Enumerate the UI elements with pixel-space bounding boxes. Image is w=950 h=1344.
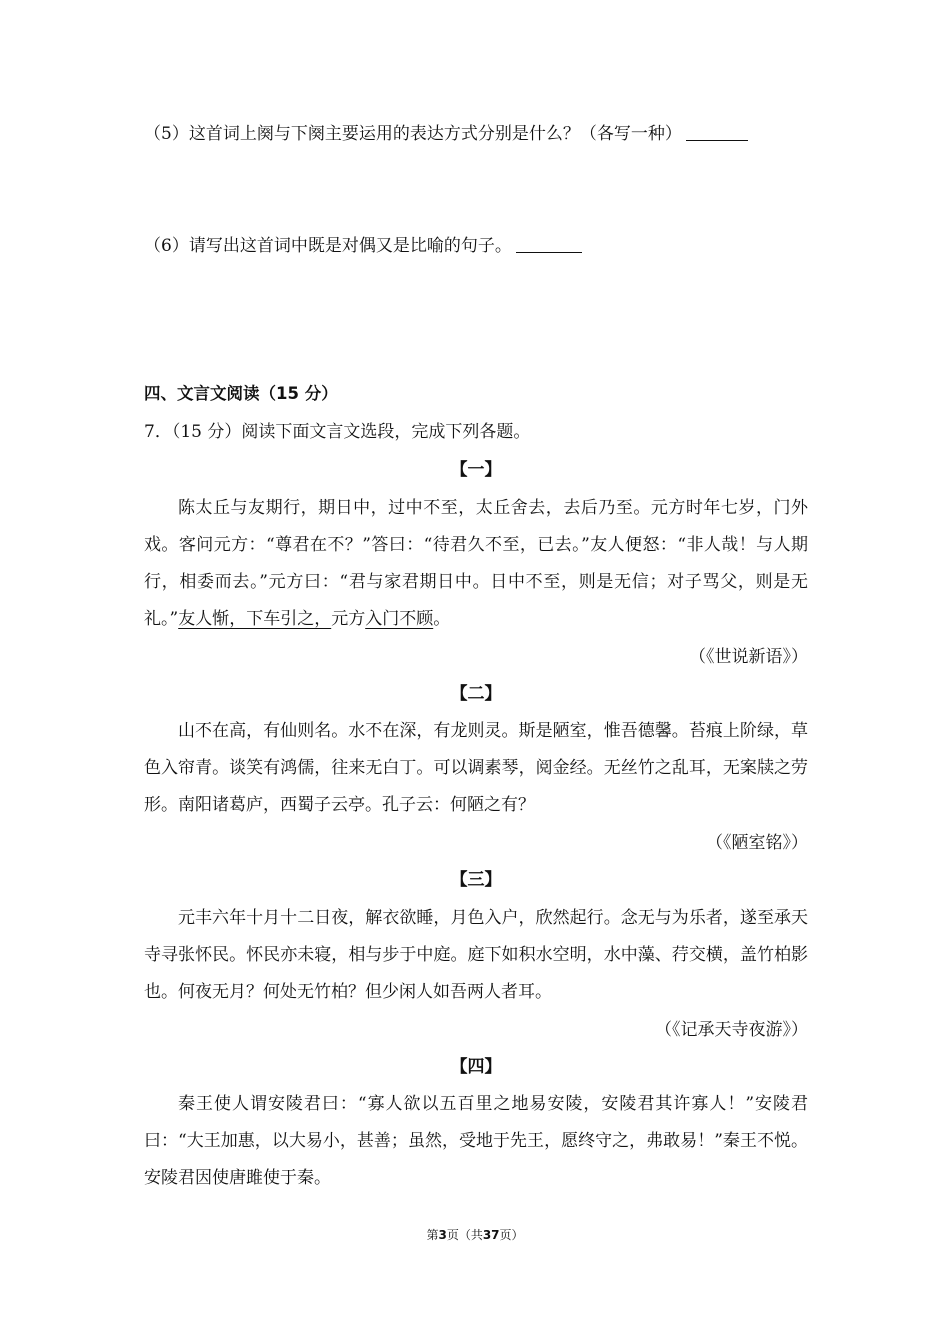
passage-3-text: 元丰六年十月十二日夜，解衣欲睡，月色入户，欣然起行。念无与为乐者，遂至承天寺寻张怀民。怀民亦未寝，相与步于中庭。庭下如积水空明，水中藻、荇交横，盖竹柏影也。何夜无月？何处无竹柏？但少闲人如吾两人者耳。	[144, 908, 808, 1002]
question-5-text: （5）这首词上阕与下阕主要运用的表达方式分别是什么？（各写一种）	[144, 124, 682, 144]
answer-blank-6[interactable]	[516, 236, 582, 253]
passage-1-text-before: 陈太丘与友期行，期日中，过中不至，太丘舍去，去后乃至。元方时年七岁，门外戏。客问元方：“尊君在不？”答曰：“待君久不至，已去。”友人便怒：“非人哉！与人期行，相委而去。”元方曰：“君与家君期日中。日中不至，则是无信；对子骂父，则是无礼。”	[144, 498, 808, 629]
passage-1-text-middle: 元方	[331, 609, 366, 629]
page-footer	[0, 1227, 950, 1243]
footer-suffix: 页）	[499, 1228, 524, 1242]
passage-1-heading: 【一】	[450, 460, 502, 480]
question-7-prompt: 7．（15 分）阅读下面文言文选段，完成下列各题。	[144, 422, 531, 442]
footer-middle: 页（共	[446, 1228, 483, 1242]
passage-1-underline-2: 入门不顾	[365, 609, 434, 629]
footer-page-number: 3	[438, 1228, 447, 1242]
passage-2-source: （《陋室铭》）	[706, 833, 808, 853]
passage-3-source: （《记承天寺夜游》）	[655, 1020, 808, 1040]
question-6	[144, 234, 808, 258]
section-title: 四、文言文阅读（15 分）	[144, 384, 338, 403]
passage-1-text-after: 。	[433, 609, 451, 629]
passage-1-underline-1: 友人惭，下车引之，	[178, 609, 332, 629]
passage-2-heading: 【二】	[450, 684, 502, 704]
answer-blank-5[interactable]	[686, 124, 748, 141]
passage-1-source: （《世说新语》）	[689, 647, 808, 667]
footer-prefix: 第	[426, 1228, 439, 1242]
passage-2-text: 山不在高，有仙则名。水不在深，有龙则灵。斯是陋室，惟吾德馨。苔痕上阶绿，草色入帘青。谈笑有鸿儒，往来无白丁。可以调素琴，阅金经。无丝竹之乱耳，无案牍之劳形。南阳诸葛庐，西蜀子云亭。孔子云：何陋之有？	[144, 721, 808, 815]
passage-3-heading: 【三】	[450, 870, 502, 890]
footer-total-pages: 37	[482, 1228, 500, 1242]
passage-4-heading: 【四】	[450, 1057, 502, 1077]
question-6-text: （6）请写出这首词中既是对偶又是比喻的句子。	[144, 236, 512, 256]
question-5	[144, 122, 808, 146]
passage-4-text: 秦王使人谓安陵君曰：“寡人欲以五百里之地易安陵，安陵君其许寡人！”安陵君曰：“大王加惠，以大易小，甚善；虽然，受地于先王，愿终守之，弗敢易！”秦王不悦。安陵君因使唐雎使于秦。	[144, 1094, 808, 1188]
passage-1-text	[144, 490, 808, 638]
